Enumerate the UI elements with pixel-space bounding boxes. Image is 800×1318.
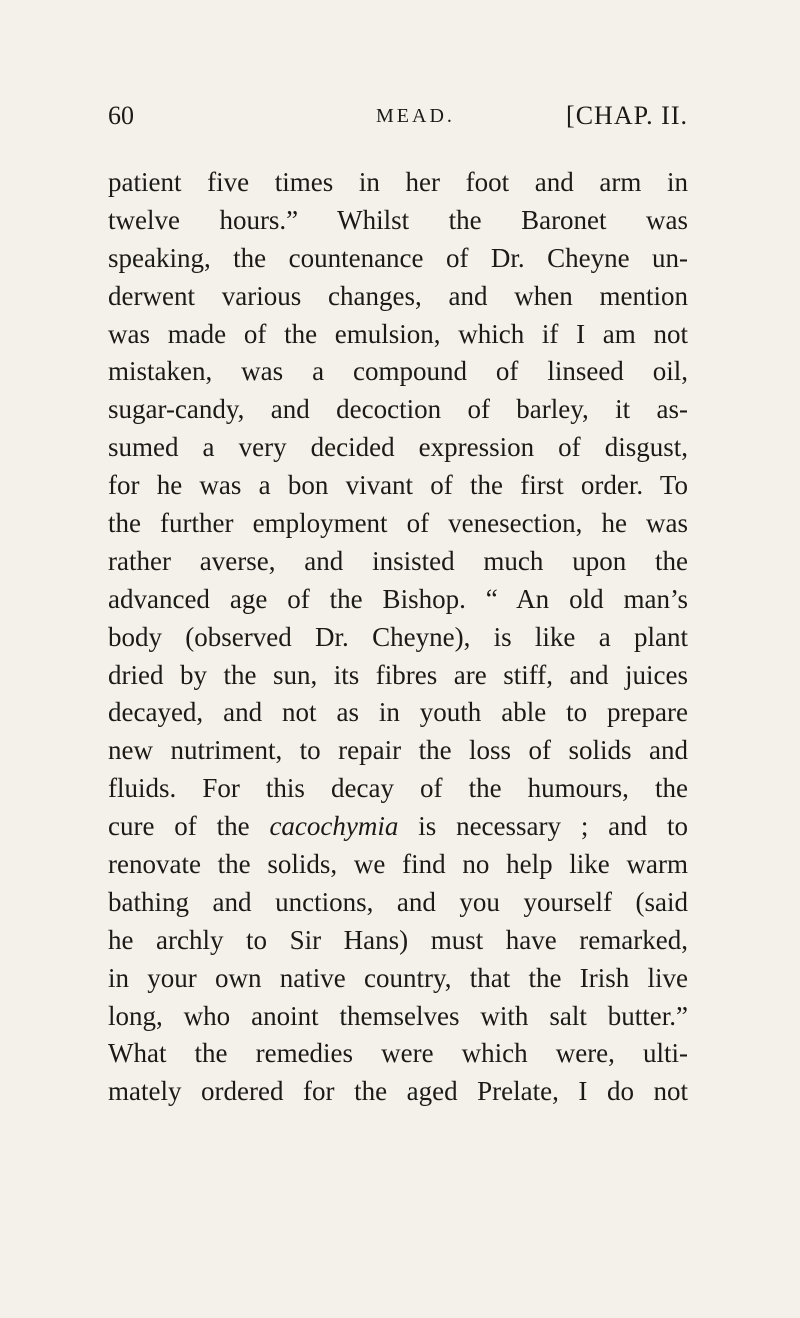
text-line: the further employment of venesection, he was xyxy=(108,508,688,539)
text-line: derwent various changes, and when mention xyxy=(108,280,688,311)
text-line: body (observed Dr. Cheyne), is like a plant xyxy=(108,621,688,652)
running-head xyxy=(108,96,688,136)
text-segment: cure of the xyxy=(108,811,270,842)
chapter-reference: [CHAP. II. xyxy=(566,101,688,130)
text-line: bathing and unctions, and you yourself (said xyxy=(108,886,688,917)
text-line: long, who anoint themselves with salt butter.” xyxy=(108,1000,688,1031)
text-line: twelve hours.” Whilst the Baronet was xyxy=(108,204,688,235)
text-line: rather averse, and insisted much upon the xyxy=(108,545,688,576)
text-line: decayed, and not as in youth able to prepare xyxy=(108,697,688,728)
text-line: patient five times in her foot and arm in xyxy=(108,167,688,197)
text-line: mately ordered for the aged Prelate, I do not xyxy=(108,1076,688,1107)
text-line: sugar-candy, and decoction of barley, it as- xyxy=(108,394,688,425)
text-line: renovate the solids, we find no help like warm xyxy=(108,849,688,880)
text-line: advanced age of the Bishop. “ An old man’s xyxy=(108,583,688,614)
text-line: speaking, the countenance of Dr. Cheyne un- xyxy=(108,242,688,273)
text-line: What the remedies were which were, ulti- xyxy=(108,1038,688,1069)
text-line: sumed a very decided expression of disgust, xyxy=(108,432,688,463)
text-line: for he was a bon vivant of the first order. To xyxy=(108,470,688,501)
text-line: in your own native country, that the Irish live xyxy=(108,962,688,993)
text-line: mistaken, was a compound of linseed oil, xyxy=(108,356,688,387)
text-line-with-italic xyxy=(108,808,688,846)
italic-term: cacochymia xyxy=(269,811,399,842)
text-line: new nutriment, to repair the loss of solids and xyxy=(108,735,688,766)
page-number: 60 xyxy=(108,101,134,130)
text-line: fluids. For this decay of the humours, the xyxy=(108,773,688,804)
text-line: he archly to Sir Hans) must have remarked, xyxy=(108,924,688,955)
text-segment: is necessary ; and to xyxy=(398,811,689,842)
text-line: dried by the sun, its fibres are stiff, and juices xyxy=(108,659,688,690)
text-line: was made of the emulsion, which if I am not xyxy=(108,318,688,349)
body-text xyxy=(108,164,688,1111)
running-title: MEAD. xyxy=(376,105,455,127)
